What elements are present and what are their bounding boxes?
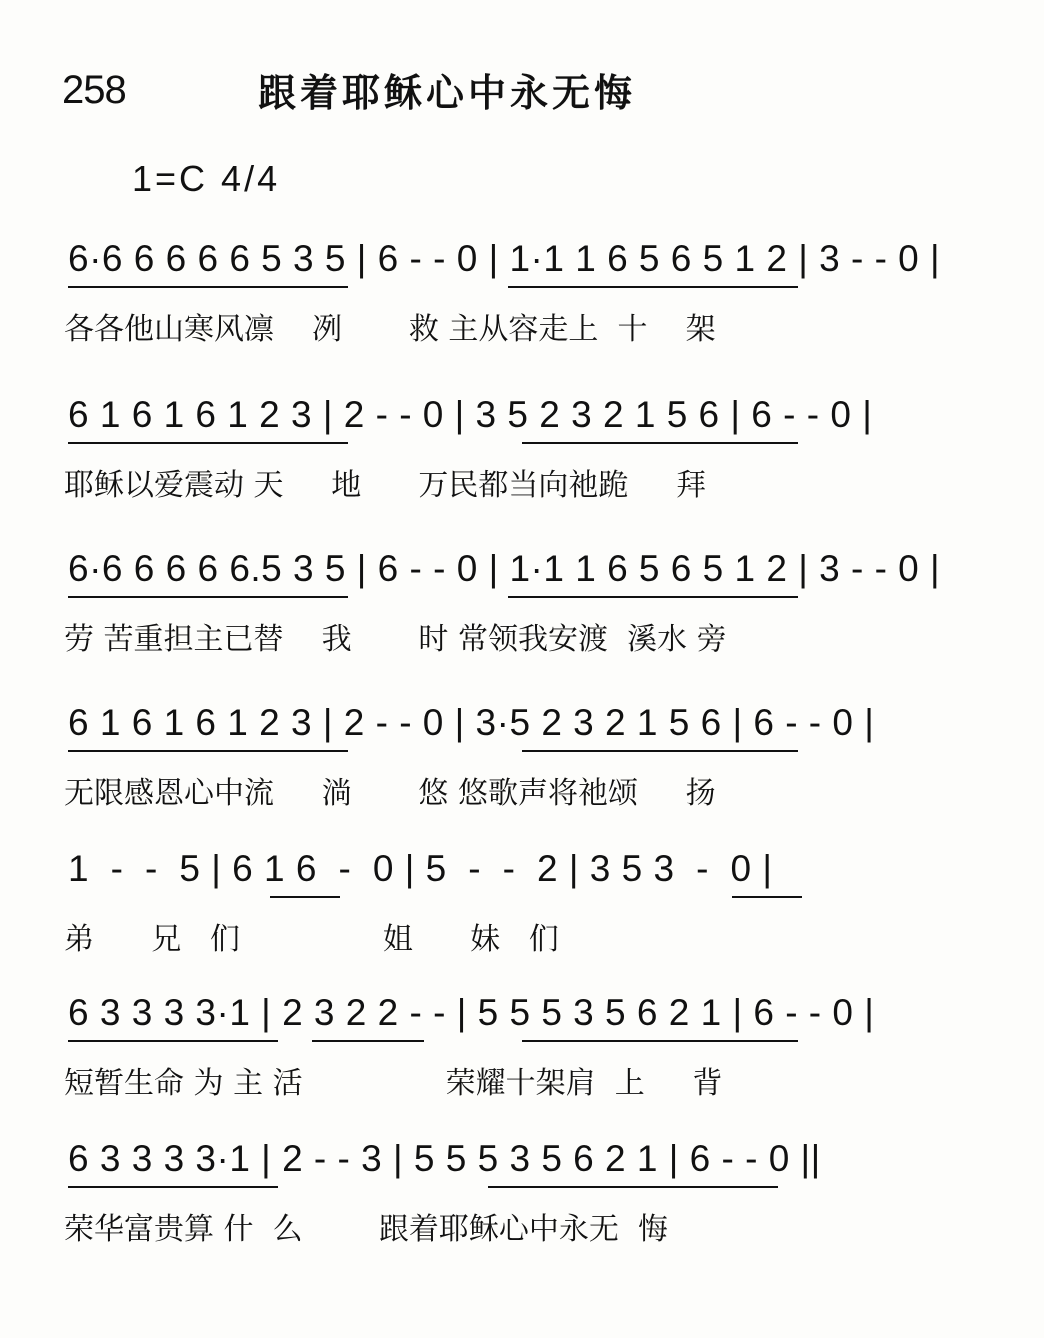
music-system — [60, 692, 980, 812]
beam-line — [312, 1040, 424, 1042]
lyrics-line: 荣华富贵算 什 么 跟着耶稣心中永无 悔 — [64, 1212, 668, 1247]
notation-text: 6 3 3 3 3·1 | 2 3 2 2 - - | 5 5 5 3 5 6 2 1 | 6 - - 0 | — [68, 992, 875, 1033]
beam-line — [68, 596, 348, 598]
notation-text: 6 3 3 3 3·1 | 2 - - 3 | 5 5 5 3 5 6 2 1 | 6 - - 0 || — [68, 1138, 821, 1179]
notation-line — [60, 982, 980, 1052]
notation-line — [60, 838, 980, 908]
notation-text: 6 1 6 1 6 1 2 3 | 2 - - 0 | 3 5 2 3 2 1 5 6 | 6 - - 0 | — [68, 394, 873, 435]
beam-line — [508, 596, 798, 598]
music-system — [60, 384, 980, 504]
lyrics-line: 无限感恩心中流 淌 悠 悠歌声将祂颂 扬 — [64, 776, 716, 811]
key-signature: 1=C 4/4 — [132, 158, 281, 199]
beam-line — [68, 1186, 278, 1188]
beam-line — [508, 286, 798, 288]
music-system — [60, 1128, 980, 1248]
beam-line — [488, 1186, 778, 1188]
lyrics-line: 各各他山寒风凛 冽 救 主从容走上 十 架 — [64, 312, 716, 347]
beam-line — [68, 286, 348, 288]
notation-text: 6·6 6 6 6 6 5 3 5 | 6 - - 0 | 1·1 1 6 5 6 5 1 2 | 3 - - 0 | — [68, 238, 941, 279]
lyrics-line: 短暂生命 为 主 活 荣耀十架肩 上 背 — [64, 1066, 723, 1101]
beam-line — [732, 896, 802, 898]
notation-text: 6 1 6 1 6 1 2 3 | 2 - - 0 | 3·5 2 3 2 1 5 6 | 6 - - 0 | — [68, 702, 875, 743]
notation-line — [60, 1128, 980, 1198]
beam-line — [68, 442, 348, 444]
music-system — [60, 838, 980, 958]
notation-line — [60, 538, 980, 608]
music-system — [60, 538, 980, 658]
notation-line — [60, 692, 980, 762]
beam-line — [68, 750, 348, 752]
lyrics-line: 弟 兄 们 姐 妹 们 — [64, 922, 559, 957]
lyrics-line: 耶稣以爱震动 天 地 万民都当向祂跪 拜 — [64, 468, 707, 503]
notation-line — [60, 384, 980, 454]
lyrics-line: 劳 苦重担主已替 我 时 常领我安渡 溪水 旁 — [64, 622, 727, 657]
notation-line — [60, 228, 980, 298]
hymn-number: 258 — [62, 68, 126, 112]
beam-line — [68, 1040, 278, 1042]
hymn-title: 跟着耶稣心中永无悔 — [258, 71, 637, 115]
beam-line — [522, 442, 798, 444]
notation-text: 6·6 6 6 6 6.5 3 5 | 6 - - 0 | 1·1 1 6 5 6 5 1 2 | 3 - - 0 | — [68, 548, 941, 589]
beam-line — [270, 896, 340, 898]
beam-line — [522, 750, 798, 752]
music-system — [60, 228, 980, 348]
notation-text: 1 - - 5 | 6 1 6 - 0 | 5 - - 2 | 3 5 3 - 0 | — [68, 848, 773, 889]
beam-line — [522, 1040, 798, 1042]
music-system — [60, 982, 980, 1102]
